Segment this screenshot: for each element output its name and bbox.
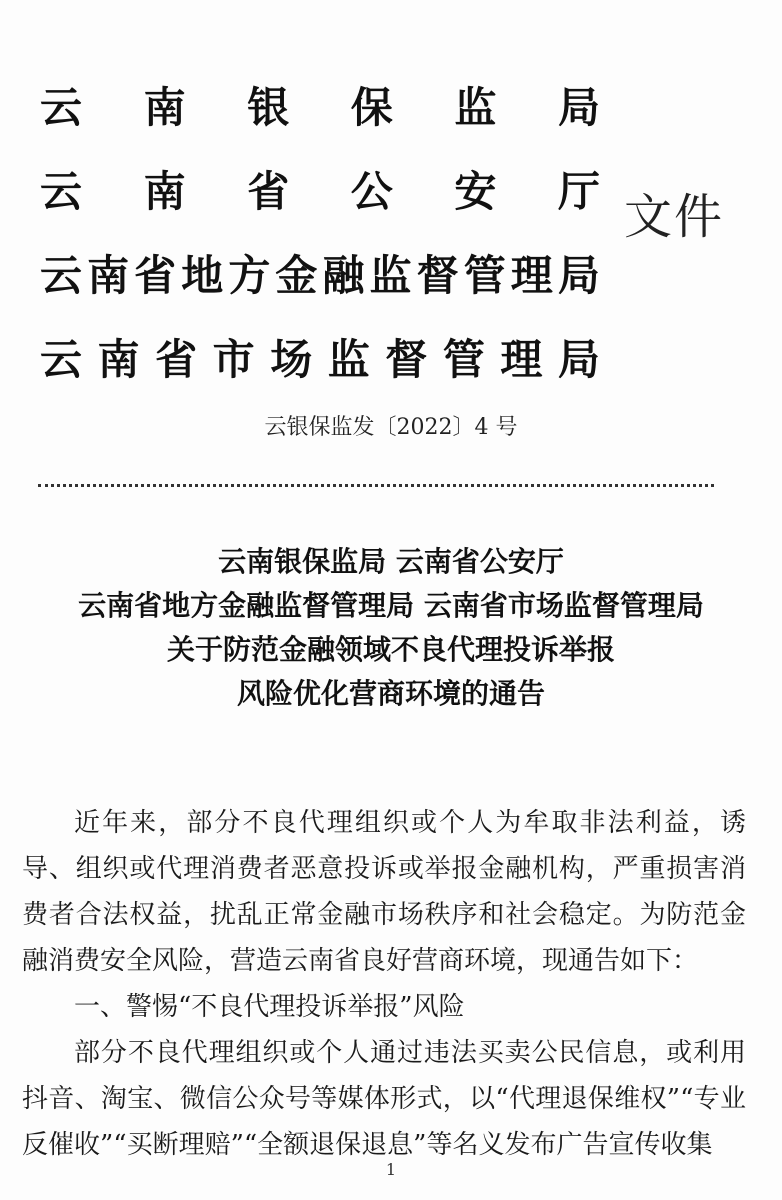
issuer-char: 厅 xyxy=(557,167,600,216)
section-1-heading: 一、警惕“不良代理投诉举报”风险 xyxy=(74,992,465,1022)
issuing-authorities xyxy=(40,66,600,402)
issuer-char: 保 xyxy=(350,83,393,132)
notice-body xyxy=(22,800,746,1168)
page-number: 1 xyxy=(385,1160,397,1179)
issuer-char: 监 xyxy=(327,335,370,384)
issuer-char: 南 xyxy=(143,167,186,216)
issuer-line-1 xyxy=(40,66,600,150)
issuer-char: 云 xyxy=(40,167,83,216)
issuer-char: 管 xyxy=(463,251,506,300)
issuer-char: 局 xyxy=(557,83,600,132)
issuer-char: 南 xyxy=(143,83,186,132)
issuer-char: 云 xyxy=(40,83,83,132)
issuer-char: 地 xyxy=(181,251,224,300)
header-divider xyxy=(38,484,714,487)
issuer-char: 市 xyxy=(212,335,255,384)
issuer-char: 省 xyxy=(247,167,290,216)
issuer-char: 金 xyxy=(275,251,318,300)
issuer-char: 银 xyxy=(247,83,290,132)
issuer-char: 监 xyxy=(454,83,497,132)
issuer-line-4 xyxy=(40,318,600,402)
issuer-line-2 xyxy=(40,150,600,234)
issuer-char: 南 xyxy=(97,335,140,384)
issuer-char: 融 xyxy=(322,251,365,300)
issuer-char: 场 xyxy=(270,335,313,384)
issuer-char: 南 xyxy=(87,251,130,300)
issuer-char: 局 xyxy=(557,251,600,300)
intro-paragraph: 近年来，部分不良代理组织或个人为牟取非法利益，诱导、组织或代理消费者恶意投诉或举报金融机构，严重损害消费者合法权益，扰乱正常金融市场秩序和社会稳定。为防范金融消费安全风险，营造云南省良好营商环境，现通告如下： xyxy=(22,808,746,976)
issuer-char: 云 xyxy=(40,251,83,300)
issuer-char: 省 xyxy=(134,251,177,300)
title-line-1: 云南银保监局 云南省公安厅 xyxy=(218,545,564,578)
title-line-4: 风险优化营商环境的通告 xyxy=(236,677,545,710)
issuer-char: 理 xyxy=(510,251,553,300)
issuer-char: 监 xyxy=(369,251,412,300)
issuer-char: 理 xyxy=(500,335,543,384)
issuer-char: 督 xyxy=(416,251,459,300)
title-line-2: 云南省地方金融监督管理局 云南省市场监督管理局 xyxy=(78,589,704,622)
issuer-char: 局 xyxy=(557,335,600,384)
notice-title xyxy=(0,540,782,716)
issuer-char: 管 xyxy=(442,335,485,384)
document-label: 文件 xyxy=(624,189,725,245)
issuer-char: 方 xyxy=(228,251,271,300)
issuer-char: 公 xyxy=(350,167,393,216)
section-1-paragraph: 部分不良代理组织或个人通过违法买卖公民信息，或利用抖音、淘宝、微信公众号等媒体形式，以“代理退保维权”“专业反催收”“买断理赔”“全额退保退息”等名义发布广告宣传收集 xyxy=(22,1038,746,1160)
document-number: 云银保监发〔2022〕4 号 xyxy=(264,415,518,440)
issuer-char: 云 xyxy=(40,335,83,384)
issuer-line-3 xyxy=(40,234,600,318)
issuer-char: 督 xyxy=(385,335,428,384)
issuer-char: 安 xyxy=(454,167,497,216)
issuer-char: 省 xyxy=(155,335,198,384)
title-line-3: 关于防范金融领域不良代理投诉举报 xyxy=(166,633,615,666)
